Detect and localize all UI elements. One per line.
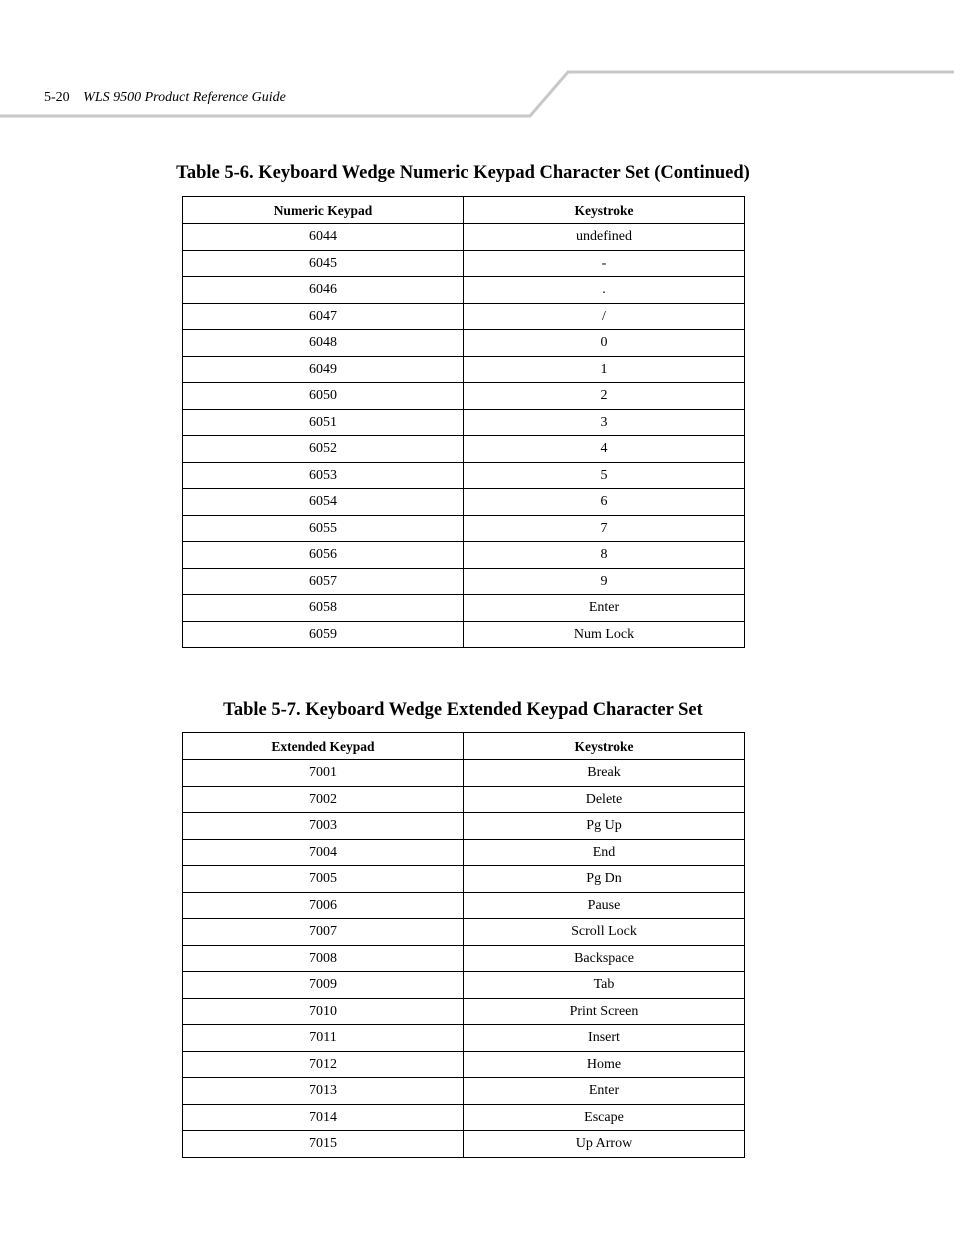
cell-code: 7011 bbox=[183, 1025, 464, 1052]
column-header-keystroke: Keystroke bbox=[464, 197, 745, 224]
cell-code: 7009 bbox=[183, 972, 464, 999]
cell-code: 6053 bbox=[183, 462, 464, 489]
cell-keystroke: 9 bbox=[464, 568, 745, 595]
table-row bbox=[183, 839, 745, 866]
cell-keystroke: Home bbox=[464, 1051, 745, 1078]
page-number: 5-20 bbox=[44, 90, 70, 105]
cell-keystroke: 1 bbox=[464, 356, 745, 383]
cell-code: 6055 bbox=[183, 515, 464, 542]
table-row bbox=[183, 1078, 745, 1105]
table-header-row bbox=[183, 197, 745, 224]
table-row bbox=[183, 277, 745, 304]
cell-keystroke: Pg Dn bbox=[464, 866, 745, 893]
table-row bbox=[183, 1104, 745, 1131]
cell-code: 7007 bbox=[183, 919, 464, 946]
cell-keystroke: 2 bbox=[464, 383, 745, 410]
cell-code: 7014 bbox=[183, 1104, 464, 1131]
table-row bbox=[183, 945, 745, 972]
cell-keystroke: 8 bbox=[464, 542, 745, 569]
cell-keystroke: Insert bbox=[464, 1025, 745, 1052]
page-header bbox=[0, 0, 954, 120]
table-header-row bbox=[183, 733, 745, 760]
table-row bbox=[183, 1051, 745, 1078]
table-row bbox=[183, 409, 745, 436]
cell-code: 6048 bbox=[183, 330, 464, 357]
cell-code: 6044 bbox=[183, 224, 464, 251]
column-header-extended-keypad: Extended Keypad bbox=[183, 733, 464, 760]
cell-code: 6050 bbox=[183, 383, 464, 410]
table-row bbox=[183, 786, 745, 813]
cell-keystroke: 6 bbox=[464, 489, 745, 516]
table-row bbox=[183, 542, 745, 569]
numeric-keypad-table bbox=[182, 196, 745, 648]
table-row bbox=[183, 383, 745, 410]
cell-code: 7010 bbox=[183, 998, 464, 1025]
cell-code: 7015 bbox=[183, 1131, 464, 1158]
table-row bbox=[183, 462, 745, 489]
cell-keystroke: . bbox=[464, 277, 745, 304]
cell-code: 7013 bbox=[183, 1078, 464, 1105]
cell-keystroke: Break bbox=[464, 760, 745, 787]
table-row bbox=[183, 356, 745, 383]
cell-keystroke: 0 bbox=[464, 330, 745, 357]
table-row bbox=[183, 595, 745, 622]
cell-code: 6047 bbox=[183, 303, 464, 330]
table-row bbox=[183, 621, 745, 648]
cell-code: 7005 bbox=[183, 866, 464, 893]
cell-code: 7003 bbox=[183, 813, 464, 840]
cell-code: 7001 bbox=[183, 760, 464, 787]
cell-code: 6057 bbox=[183, 568, 464, 595]
table-row bbox=[183, 866, 745, 893]
column-header-numeric-keypad: Numeric Keypad bbox=[183, 197, 464, 224]
cell-code: 6054 bbox=[183, 489, 464, 516]
table-title-numeric-keypad: Table 5-6. Keyboard Wedge Numeric Keypad Character Set (Continued) bbox=[176, 163, 750, 183]
guide-title: WLS 9500 Product Reference Guide bbox=[83, 90, 286, 105]
table-row bbox=[183, 250, 745, 277]
cell-keystroke: undefined bbox=[464, 224, 745, 251]
column-header-keystroke: Keystroke bbox=[464, 733, 745, 760]
header-text bbox=[44, 90, 286, 106]
cell-keystroke: Pg Up bbox=[464, 813, 745, 840]
cell-keystroke: Up Arrow bbox=[464, 1131, 745, 1158]
table-row bbox=[183, 1131, 745, 1158]
table-row bbox=[183, 330, 745, 357]
cell-keystroke: Enter bbox=[464, 1078, 745, 1105]
cell-code: 6051 bbox=[183, 409, 464, 436]
cell-keystroke: Pause bbox=[464, 892, 745, 919]
table-row bbox=[183, 919, 745, 946]
cell-code: 7004 bbox=[183, 839, 464, 866]
cell-keystroke: Print Screen bbox=[464, 998, 745, 1025]
table-row bbox=[183, 760, 745, 787]
table-row bbox=[183, 892, 745, 919]
cell-code: 6058 bbox=[183, 595, 464, 622]
table-body bbox=[183, 760, 745, 1158]
cell-keystroke: End bbox=[464, 839, 745, 866]
cell-keystroke: 7 bbox=[464, 515, 745, 542]
table-row bbox=[183, 998, 745, 1025]
cell-code: 6052 bbox=[183, 436, 464, 463]
extended-keypad-table bbox=[182, 732, 745, 1158]
cell-code: 6045 bbox=[183, 250, 464, 277]
table-row bbox=[183, 972, 745, 999]
cell-keystroke: - bbox=[464, 250, 745, 277]
cell-keystroke: / bbox=[464, 303, 745, 330]
cell-code: 7008 bbox=[183, 945, 464, 972]
table-row bbox=[183, 303, 745, 330]
cell-keystroke: Scroll Lock bbox=[464, 919, 745, 946]
table-row bbox=[183, 515, 745, 542]
cell-keystroke: Escape bbox=[464, 1104, 745, 1131]
cell-code: 6056 bbox=[183, 542, 464, 569]
cell-keystroke: Enter bbox=[464, 595, 745, 622]
cell-keystroke: Delete bbox=[464, 786, 745, 813]
table-title-extended-keypad: Table 5-7. Keyboard Wedge Extended Keypad Character Set bbox=[223, 700, 703, 720]
cell-code: 7012 bbox=[183, 1051, 464, 1078]
cell-code: 7006 bbox=[183, 892, 464, 919]
cell-keystroke: 3 bbox=[464, 409, 745, 436]
cell-code: 6049 bbox=[183, 356, 464, 383]
cell-code: 7002 bbox=[183, 786, 464, 813]
table-body bbox=[183, 224, 745, 648]
table-row bbox=[183, 489, 745, 516]
cell-keystroke: Backspace bbox=[464, 945, 745, 972]
cell-keystroke: 4 bbox=[464, 436, 745, 463]
table-row bbox=[183, 568, 745, 595]
table-row bbox=[183, 1025, 745, 1052]
cell-keystroke: Tab bbox=[464, 972, 745, 999]
table-row bbox=[183, 436, 745, 463]
cell-keystroke: Num Lock bbox=[464, 621, 745, 648]
cell-keystroke: 5 bbox=[464, 462, 745, 489]
table-row bbox=[183, 813, 745, 840]
cell-code: 6059 bbox=[183, 621, 464, 648]
table-row bbox=[183, 224, 745, 251]
cell-code: 6046 bbox=[183, 277, 464, 304]
